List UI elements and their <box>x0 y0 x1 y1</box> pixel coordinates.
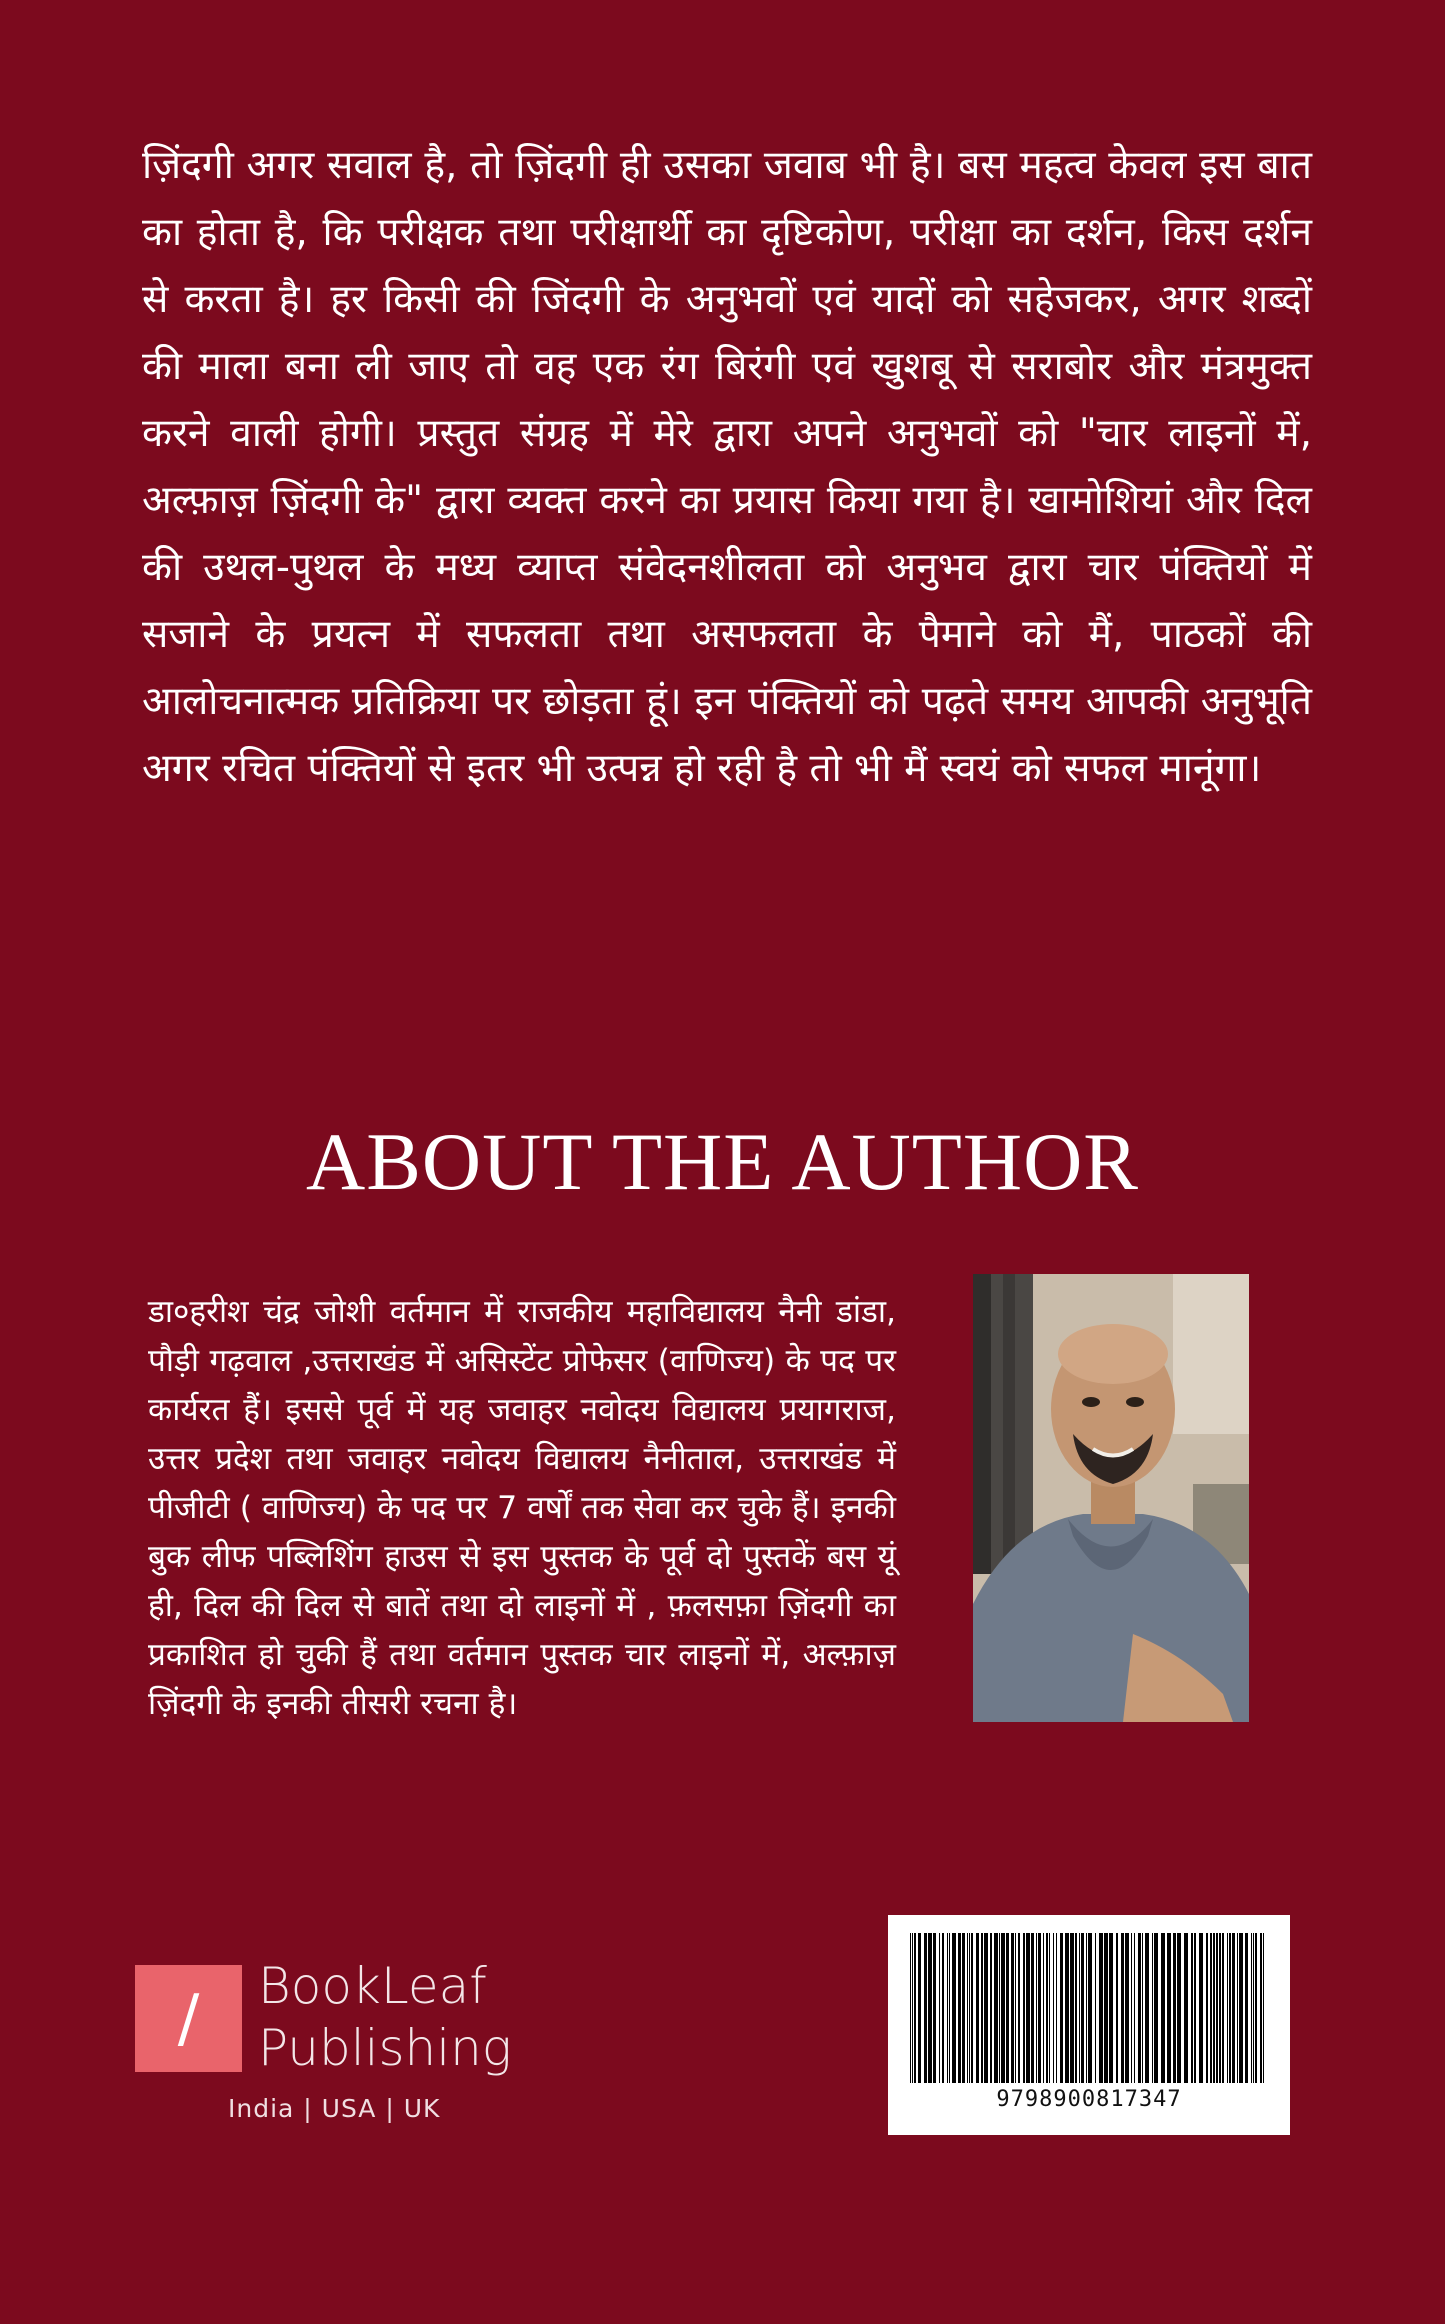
barcode-bar <box>1104 1933 1108 2083</box>
barcode-bar <box>952 1933 956 2083</box>
barcode-bar <box>1145 1933 1149 2083</box>
barcode-bar <box>914 1933 916 2083</box>
barcode-bar <box>1152 1933 1153 2083</box>
back-cover-blurb <box>142 132 1312 802</box>
barcode-bar <box>1199 1933 1203 2083</box>
barcode-bar <box>1099 1933 1103 2083</box>
barcode-bar <box>1109 1933 1113 2083</box>
barcode-bar <box>1229 1933 1231 2083</box>
barcode-bar <box>1001 1933 1005 2083</box>
barcode-bar <box>1079 1933 1080 2083</box>
barcode-bar <box>1036 1933 1037 2083</box>
publisher-name-line2: Publishing <box>258 2019 512 2077</box>
barcode-bar <box>1232 1933 1235 2083</box>
barcode-bar <box>939 1933 940 2083</box>
barcode-bar <box>918 1933 921 2083</box>
barcode-bar <box>1095 1933 1096 2083</box>
barcode-bar <box>976 1933 979 2083</box>
barcode-bar <box>1245 1933 1248 2083</box>
barcode-bar <box>1191 1933 1193 2083</box>
barcode-bar <box>1213 1933 1215 2083</box>
barcode-bar <box>1184 1933 1188 2083</box>
logo-slash: / <box>177 1981 200 2056</box>
barcode-bar <box>1065 1933 1069 2083</box>
author-bio <box>148 1288 896 1729</box>
about-the-author-heading: ABOUT THE AUTHOR <box>306 1116 1139 1207</box>
barcode-bar <box>969 1933 970 2083</box>
barcode-bar <box>1194 1933 1196 2083</box>
blurb-paragraph: ज़िंदगी अगर सवाल है, तो ज़िंदगी ही उसका जवाब भी है। बस महत्व केवल इस बात का होता है, कि परीक्षक तथा परीक्षार्थी का दृष्टिकोण, परीक्षा का दर्शन, किस दर्शन से करता है। हर किसी की जिंदगी के अनुभवों एवं यादों को सहेजकर, अगर शब्दों की माला बना ली जाए तो वह एक रंग बिरंगी एवं खुशबू से सराबोर और मंत्रमुक्त करने वाली होगी। प्रस्तुत संग्रह में मेरे द्वारा अपने अनुभवों को "चार लाइनों में, अल्फ़ाज़ ज़िंदगी के" द्वारा व्यक्त करने का प्रयास किया गया है। खामोशियां और दिल की उथल-पुथल के मध्य व्याप्त संवेदनशीलता को अनुभव द्वारा चार पंक्तियों में सजाने के प्रयत्न में सफलता तथा असफलता के पैमाने को मैं, पाठकों की आलोचनात्मक प्रतिक्रिया पर छोड़ता हूं। इन पंक्तियों को पढ़ते समय आपकी अनुभूति अगर रचित पंक्तियों से इतर भी उत्पन्न हो रही है तो भी मैं स्वयं को सफल मानूंगा। <box>142 143 1312 791</box>
barcode-bar <box>1038 1933 1041 2083</box>
publisher-name-line1: BookLeaf <box>258 1957 487 2015</box>
barcode-bar <box>1263 1933 1264 2083</box>
barcode-bar <box>1206 1933 1208 2083</box>
barcode-bar <box>1239 1933 1243 2083</box>
barcode-bar <box>1023 1933 1025 2083</box>
barcode-bar <box>910 1933 911 2083</box>
barcode-bar <box>1060 1933 1063 2083</box>
barcode-bar <box>1260 1933 1262 2083</box>
barcode-bars <box>908 1933 1270 2083</box>
author-bio-paragraph: डा०हरीश चंद्र जोशी वर्तमान में राजकीय महाविद्यालय नैनी डांडा, पौड़ी गढ़वाल ,उत्तराखंड में असिस्टेंट प्रोफेसर (वाणिज्य) के पद पर कार्यरत हैं। इससे पूर्व में यह जवाहर नवोदय विद्यालय प्रयागराज, उत्तर प्रदेश तथा जवाहर नवोदय विद्यालय नैनीताल, उत्तराखंड में पीजीटी ( वाणिज्य) के पद पर 7 वर्षों तक सेवा कर चुके हैं। इनकी बुक लीफ पब्लिशिंग हाउस से इस पुस्तक के पूर्व दो पुस्तकें बस यूं ही, दिल की दिल से बातें तथा दो लाइनों में , फ़लसफ़ा ज़िंदगी का प्रकाशित हो चुकी हैं तथा वर्तमान पुस्तक चार लाइनों में, अल्फ़ाज़ ज़िंदगी के इनकी तीसरी रचना है। <box>148 1294 896 1722</box>
barcode-bar <box>1253 1933 1254 2083</box>
barcode-bar <box>1134 1933 1135 2083</box>
barcode-bar <box>958 1933 961 2083</box>
barcode-bar <box>1237 1933 1238 2083</box>
bookleaf-logo-icon <box>135 1965 242 2072</box>
barcode-bar <box>999 1933 1000 2083</box>
barcode-bar <box>1018 1933 1020 2083</box>
barcode-bar <box>962 1933 965 2083</box>
barcode-bar <box>1006 1933 1009 2083</box>
barcode-bar <box>1177 1933 1181 2083</box>
barcode-bar <box>971 1933 973 2083</box>
barcode-bar <box>1026 1933 1030 2083</box>
barcode-bar <box>1142 1933 1143 2083</box>
barcode-bar <box>1222 1933 1224 2083</box>
barcode-bar <box>1116 1933 1118 2083</box>
barcode-bar <box>1031 1933 1034 2083</box>
barcode-bar <box>1210 1933 1212 2083</box>
barcode-bar <box>1043 1933 1044 2083</box>
barcode-bar <box>984 1933 988 2083</box>
barcode-bar <box>994 1933 998 2083</box>
barcode-bar <box>1255 1933 1257 2083</box>
barcode-bar <box>947 1933 948 2083</box>
barcode-bar <box>967 1933 968 2083</box>
barcode-bar <box>1161 1933 1165 2083</box>
author-photo <box>973 1274 1249 1722</box>
barcode-bar <box>1227 1933 1228 2083</box>
barcode-bar <box>924 1933 927 2083</box>
barcode-bar <box>1049 1933 1050 2083</box>
publisher-name <box>258 1955 512 2079</box>
barcode-bar <box>942 1933 944 2083</box>
barcode-bar <box>1138 1933 1141 2083</box>
barcode-bar <box>1131 1933 1132 2083</box>
publisher-regions: India | USA | UK <box>228 2094 441 2123</box>
barcode-bar <box>928 1933 932 2083</box>
barcode-bar <box>1086 1933 1087 2083</box>
barcode-bar <box>1046 1933 1048 2083</box>
barcode-bar <box>1154 1933 1158 2083</box>
barcode-bar <box>981 1933 983 2083</box>
barcode-bar <box>1125 1933 1129 2083</box>
barcode-bar <box>1173 1933 1176 2083</box>
isbn-number: 9798900817347 <box>996 2087 1182 2112</box>
barcode-bar <box>1011 1933 1014 2083</box>
isbn-barcode <box>888 1915 1290 2135</box>
barcode-bar <box>912 1933 913 2083</box>
barcode-bar <box>1219 1933 1221 2083</box>
barcode-bar <box>990 1933 992 2083</box>
barcode-bar <box>1056 1933 1057 2083</box>
barcode-bar <box>1070 1933 1074 2083</box>
barcode-bar <box>1053 1933 1054 2083</box>
barcode-bar <box>1251 1933 1252 2083</box>
barcode-bar <box>1121 1933 1124 2083</box>
barcode-bar <box>1216 1933 1218 2083</box>
barcode-bar <box>1015 1933 1016 2083</box>
barcode-bar <box>933 1933 936 2083</box>
barcode-bar <box>1075 1933 1077 2083</box>
barcode-bar <box>1081 1933 1084 2083</box>
barcode-bar <box>949 1933 950 2083</box>
barcode-bar <box>1167 1933 1171 2083</box>
barcode-bar <box>1088 1933 1092 2083</box>
